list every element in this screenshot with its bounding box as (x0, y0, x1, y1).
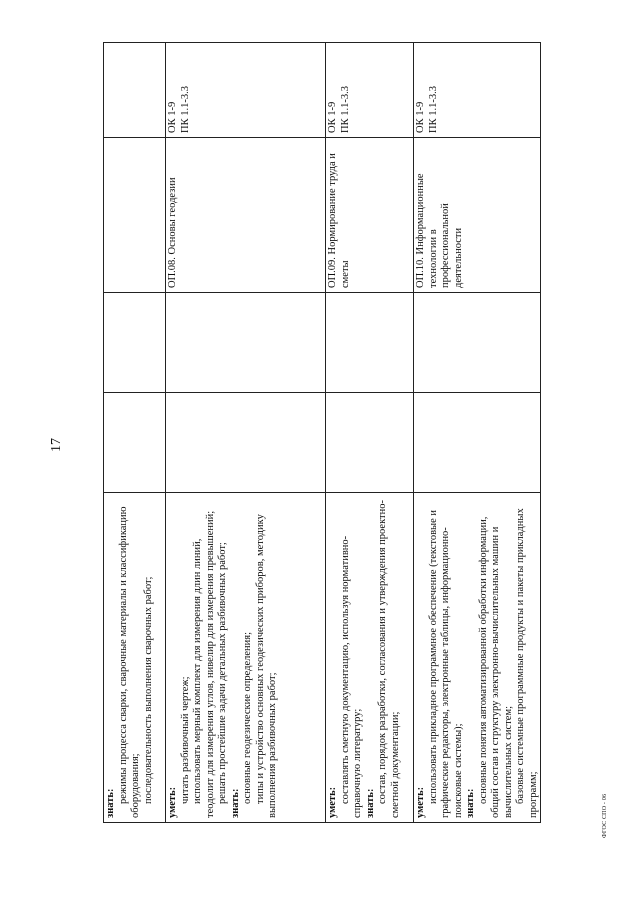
requirements-cell (414, 493, 541, 823)
table-row (326, 43, 414, 823)
competences-cell: ОК 1-9 ПК 1.1-3.3 (166, 43, 326, 138)
table-row (414, 43, 541, 823)
discipline-cell: ОП.09. Нормирование труда и сметы (326, 138, 414, 293)
curriculum-table (103, 42, 541, 823)
requirement-label: уметь: (167, 786, 178, 818)
requirement-item: использовать прикладное программное обеспечение (текстовые и графические редакторы, электронные таблицы, информационно-поисковые системы); (427, 510, 464, 818)
requirement-label: знать: (105, 788, 116, 818)
competences-cell: ОК 1-9 ПК 1.1-3.3 (326, 43, 414, 138)
requirement-label: знать: (229, 788, 241, 818)
requirement-item: читать разбивочный чертеж; (179, 676, 191, 804)
requirement-label: знать: (364, 788, 376, 818)
requirements-cell (326, 493, 414, 823)
page-number: 17 (49, 438, 64, 452)
empty-cell-2 (414, 293, 541, 393)
requirement-item: использовать мерный комплект для измерения длин линий, теодолит для измерения углов, нивелир для измерения превышений; (192, 510, 216, 818)
requirement-item: состав, порядок разработки, согласования и утверждения проектно-сметной документации; (377, 500, 401, 818)
requirement-item: типы и устройство основных геодезических приборов, методику выполнения разбивочных работ; (254, 514, 278, 818)
competences-cell (104, 43, 166, 138)
requirement-label: уметь: (327, 786, 338, 818)
discipline-cell: ОП.10. Информационные технологии в профессиональной деятельности (414, 138, 541, 293)
requirement-item: основные понятия автоматизированной обработки информации, общий состав и структуру электронно-вычислительных машин и вычислительных систем; (477, 516, 514, 818)
discipline-cell: ОП.08. Основы геодезии (166, 138, 326, 293)
requirement-item: базовые системные программные продукты и пакеты прикладных программ; (515, 508, 539, 818)
empty-cell-1 (326, 393, 414, 493)
requirement-item: последовательность выполнения сварочных работ; (142, 576, 154, 804)
requirements-cell (166, 493, 326, 823)
empty-cell-2 (166, 293, 326, 393)
requirements-cell (104, 493, 166, 823)
empty-cell-1 (166, 393, 326, 493)
competences-cell: ОК 1-9 ПК 1.1-3.3 (414, 43, 541, 138)
requirement-item: режимы процесса сварки, сварочные материалы и классификацию оборудования; (117, 506, 141, 818)
curriculum-table-wrapper (103, 43, 539, 823)
discipline-cell (104, 138, 166, 293)
empty-cell-2 (104, 293, 166, 393)
requirement-item: основные геодезические определения; (242, 631, 253, 804)
empty-cell-1 (414, 393, 541, 493)
table-row (104, 43, 166, 823)
requirement-label: знать: (465, 788, 476, 818)
empty-cell-1 (104, 393, 166, 493)
requirement-item: составлять сметную документацию, используя нормативно-справочную литературу; (339, 535, 363, 818)
requirement-item: решать простейшие задачи детальных разбивочных работ; (217, 542, 228, 804)
requirement-label: уметь: (415, 786, 426, 818)
empty-cell-2 (326, 293, 414, 393)
table-row (166, 43, 326, 823)
footer-code: ФГОС СПО - 06 (602, 793, 608, 838)
